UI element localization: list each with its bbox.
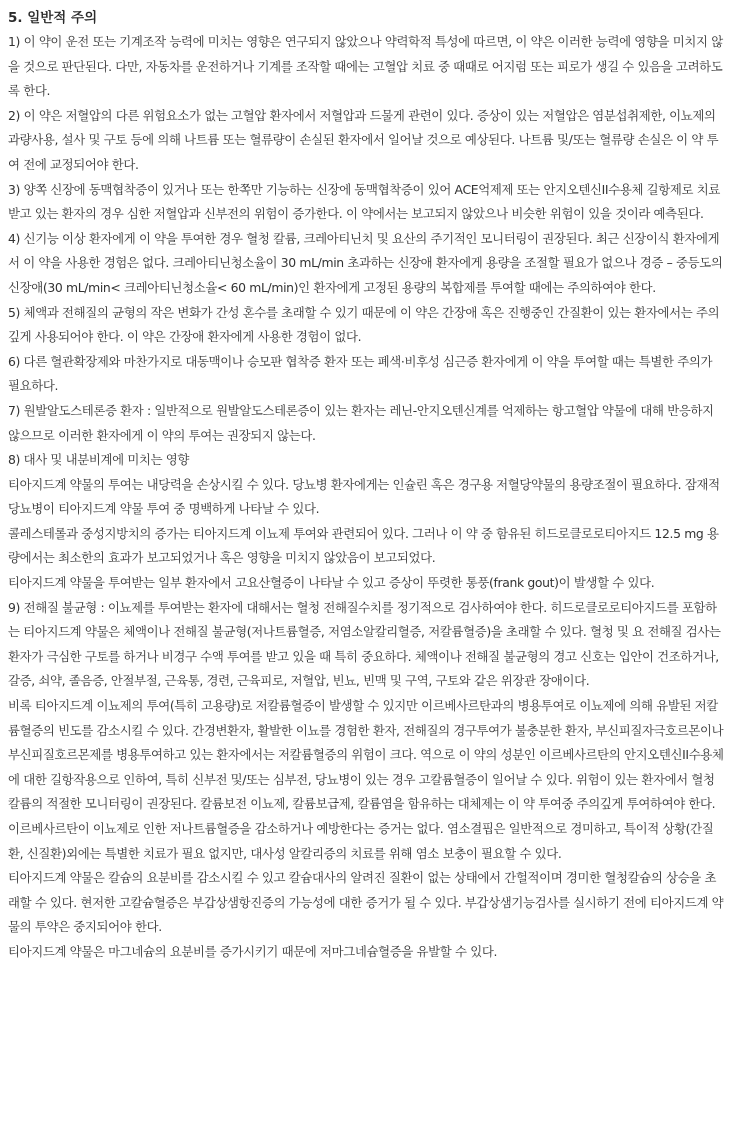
section-title: 5. 일반적 주의 (8, 10, 98, 26)
paragraph-9-magnesium: 티아지드계 약물은 마그네슘의 요분비를 증가시키기 때문에 저마그네슘혈증을 유발할 수 있다. (8, 943, 498, 959)
paragraph-1: 1) 이 약이 운전 또는 기계조작 능력에 미치는 영향은 연구되지 않았으나 약력학적 특성에 따르면, 이 약은 이러한 능력에 영향을 미치지 않을 것으로 판단된다. 다만, 자동차를 운전하거나 기계를 조작할 때에는 고혈압 치료 중 때때로 어지럼 또는 피로가 생길 수 있음을 고려하도록 한다. (8, 34, 723, 99)
paragraph-9-calcium: 티아지드계 약물은 칼슘의 요분비를 감소시킬 수 있고 칼슘대사의 알려진 질환이 없는 상태에서 간헐적이며 경미한 혈청칼슘의 상승을 초래할 수 있다. 현저한 고칼슘혈증은 부갑상샘항진증의 가능성에 대한 증거가 될 수 있다. 부갑상샘기능검사를 실시하기 전에 티아지드계 약물의 투약은 중지되어야 한다. (8, 870, 724, 935)
paragraph-8-heading: 8) 대사 및 내분비계에 미치는 영향 (8, 452, 190, 468)
paragraph-3: 3) 양쪽 신장에 동맥협착증이 있거나 또는 한쪽만 기능하는 신장에 동맥협착증이 있어 ACE억제제 또는 안지오텐신II수용체 길항제로 치료받고 있는 환자의 경우 심한 저혈압과 신부전의 위험이 증가한다. 이 약에서는 보고되지 않았으나 비슷한 위험이 있을 것이라 예측된다. (8, 181, 720, 222)
paragraph-8-glucose: 티아지드계 약물의 투여는 내당력을 손상시킬 수 있다. 당뇨병 환자에게는 인슐린 혹은 경구용 저혈당약물의 용량조절이 필요하다. 잠재적 당뇨병이 티아지드계 약물 투여 중 명백하게 나타날 수 있다. (8, 476, 720, 517)
paragraph-9-potassium: 비록 티아지드계 이뇨제의 투여(특히 고용량)로 저칼륨혈증이 발생할 수 있지만 이르베사르탄과의 병용투여로 이뇨제에 의해 유발된 저칼륨혈증의 빈도를 감소시킬 수 있다. 간경변환자, 활발한 이뇨를 경험한 환자, 전해질의 경구투여가 불충분한 환자, 부신피질자극호르몬이나 부신피질호르몬제를 병용투여하고 있는 환자에서는 저칼륨혈증의 위험이 크다. 역으로 이 약의 성분인 이르베사르탄의 안지오텐신II수용체에 대한 길항작용으로 인하여, 특히 신부전 및/또는 심부전, 당뇨병이 있는 경우 고칼륨혈증이 일어날 수 있다. 위험이 있는 환자에서 혈청 칼륨의 적절한 모니터링이 권장된다. 칼륨보전 이뇨제, 칼륨보급제, 칼륨염을 함유하는 대체제는 이 약 투여중 주의깊게 투여하여야 한다. (8, 698, 724, 812)
paragraph-8-uric-acid: 티아지드계 약물을 투여받는 일부 환자에서 고요산혈증이 나타날 수 있고 증상이 뚜렷한 통풍(frank gout)이 발생할 수 있다. (8, 575, 655, 591)
paragraph-8-lipids: 콜레스테롤과 중성지방치의 증가는 티아지드계 이뇨제 투여와 관련되어 있다. 그러나 이 약 중 함유된 히드로클로로티아지드 12.5 mg 용량에서는 최소한의 효과가 보고되었거나 혹은 영향을 미치지 않았음이 보고되었다. (8, 525, 719, 566)
paragraph-7: 7) 원발알도스테론증 환자 : 일반적으로 원발알도스테론증이 있는 환자는 레닌-안지오텐신계를 억제하는 항고혈압 약물에 대해 반응하지 않으므로 이러한 환자에게 이 약의 투여는 권장되지 않는다. (8, 402, 714, 443)
paragraph-9-sodium: 이르베사르탄이 이뇨제로 인한 저나트륨혈증을 감소하거나 예방한다는 증거는 없다. 염소결핍은 일반적으로 경미하고, 특이적 상황(간질환, 신질환)외에는 특별한 치료가 필요 없지만, 대사성 알칼리증의 치료를 위해 염소 보충이 필요할 수 있다. (8, 821, 714, 861)
paragraph-4: 4) 신기능 이상 환자에게 이 약을 투여한 경우 혈청 칼륨, 크레아티닌치 및 요산의 주기적인 모니터링이 권장된다. 최근 신장이식 환자에게서 이 약을 사용한 경험은 없다. 크레아티닌청소율이 30 mL/min 초과하는 신장애 환자에게 용량을 조절할 필요가 없으나 경증 – 중등도의 신장애(30 mL/min< 크레아티닌청소율< 60 mL/min)인 환자에게 고정된 용량의 복합제를 투여할 때에는 주의하여야 한다. (8, 230, 723, 295)
paragraph-6: 6) 다른 혈관확장제와 마찬가지로 대동맥이나 승모판 협착증 환자 또는 폐색·비후성 심근증 환자에게 이 약을 투여할 때는 특별한 주의가 필요하다. (8, 353, 713, 394)
paragraph-9: 9) 전해질 불균형 : 이뇨제를 투여받는 환자에 대해서는 혈청 전해질수치를 정기적으로 검사하여야 한다. 히드로클로로티아지드를 포함하는 티아지드계 약물은 체액이나 전해질 불균형(저나트륨혈증, 저염소알칼리혈증, 저칼륨혈증)을 초래할 수 있다. 혈청 및 요 전해질 검사는 환자가 극심한 구토를 하거나 비경구 수액 투여를 받고 있을 때 특히 중요하다. 체액이나 전해질 불균형의 경고 신호는 입안이 건조하거나, 갈증, 쇠약, 졸음증, 안절부절, 근육통, 경련, 근육피로, 저혈압, 빈뇨, 빈맥 및 구역, 구토와 같은 위장관 장애이다. (8, 599, 721, 689)
paragraph-5: 5) 체액과 전해질의 균형의 작은 변화가 간성 혼수를 초래할 수 있기 때문에 이 약은 간장애 혹은 진행중인 간질환이 있는 환자에서는 주의 깊게 사용되어야 한다. 이 약은 간장애 환자에게 사용한 경험이 없다. (8, 304, 720, 345)
paragraph-2: 2) 이 약은 저혈압의 다른 위험요소가 없는 고혈압 환자에서 저혈압과 드물게 관련이 있다. 증상이 있는 저혈압은 염분섭취제한, 이뇨제의 과량사용, 설사 및 구토 등에 의해 나트륨 또는 혈류량이 손실된 환자에서 일어날 것으로 예상된다. 나트륨 및/또는 혈류량 손실은 이 약 투여 전에 교정되어야 한다. (8, 107, 719, 172)
